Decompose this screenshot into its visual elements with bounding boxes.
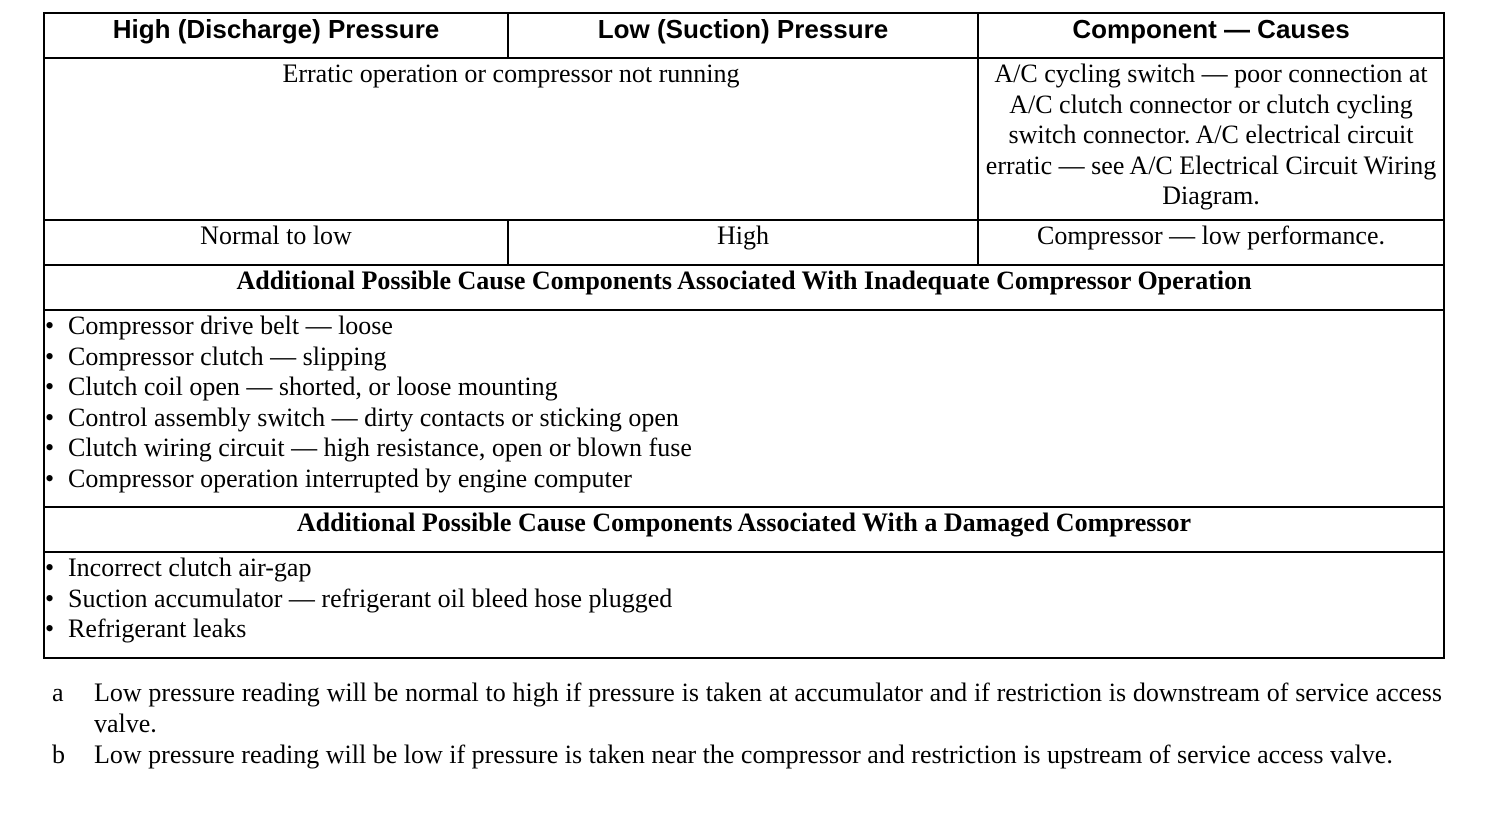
footnote-text: Low pressure reading will be low if pressure is taken near the compressor and restriction is upstream of service access valve. bbox=[94, 740, 1393, 769]
section-title-inadequate-operation: Additional Possible Cause Components Associated With Inadequate Compressor Operation bbox=[44, 265, 1444, 310]
list-item bbox=[45, 403, 1443, 434]
section-bullets-row bbox=[44, 552, 1444, 658]
list-item bbox=[45, 614, 1443, 645]
low-pressure-cell: High bbox=[508, 220, 978, 265]
footnotes bbox=[52, 677, 1442, 770]
bullet-glyph: • bbox=[45, 553, 55, 582]
merged-condition-cell: Erratic operation or compressor not running bbox=[44, 58, 978, 220]
list-item bbox=[45, 584, 1443, 615]
section-title-row bbox=[44, 507, 1444, 552]
footnote-a bbox=[52, 677, 1442, 739]
list-item-text: Suction accumulator — refrigerant oil bleed hose plugged bbox=[68, 583, 673, 613]
bullet-glyph: • bbox=[45, 433, 55, 463]
list-item-text: Compressor operation interrupted by engine computer bbox=[68, 463, 632, 493]
diagnosis-table bbox=[43, 12, 1445, 659]
bullet-glyph: • bbox=[45, 583, 55, 613]
list-item-text: Clutch wiring circuit — high resistance, open or blown fuse bbox=[68, 433, 692, 463]
list-item bbox=[45, 433, 1443, 464]
list-item-text: Refrigerant leaks bbox=[68, 614, 247, 644]
list-item bbox=[45, 311, 1443, 342]
bullet-glyph: • bbox=[45, 311, 55, 340]
bullet-glyph: • bbox=[45, 614, 55, 644]
section-title-damaged-compressor: Additional Possible Cause Components Associated With a Damaged Compressor bbox=[44, 507, 1444, 552]
high-pressure-cell: Normal to low bbox=[44, 220, 508, 265]
bullet-glyph: • bbox=[45, 341, 55, 371]
footnote-b bbox=[52, 739, 1442, 770]
list-item bbox=[45, 553, 1443, 584]
bullet-list-damaged-compressor bbox=[45, 553, 1443, 645]
header-high-pressure: High (Discharge) Pressure bbox=[44, 13, 508, 58]
list-item bbox=[45, 464, 1443, 495]
bullet-glyph: • bbox=[45, 463, 55, 493]
list-item-text: Compressor clutch — slipping bbox=[68, 341, 387, 371]
section-title-row bbox=[44, 265, 1444, 310]
table-row bbox=[44, 220, 1444, 265]
header-row bbox=[44, 13, 1444, 58]
list-item bbox=[45, 372, 1443, 403]
footnote-mark: a bbox=[52, 678, 64, 707]
causes-cell: A/C cycling switch — poor connection at A/C clutch connector or clutch cycling switch connector. A/C electrical circuit erratic — see A/C Electrical Circuit Wiring Diagram. bbox=[978, 58, 1444, 220]
list-item bbox=[45, 342, 1443, 373]
list-item-text: Compressor drive belt — loose bbox=[68, 311, 393, 340]
bullet-list-inadequate-operation bbox=[45, 311, 1443, 495]
list-item-text: Incorrect clutch air-gap bbox=[68, 553, 312, 582]
footnote-mark: b bbox=[52, 740, 65, 769]
section-bullets-row bbox=[44, 310, 1444, 507]
bullet-glyph: • bbox=[45, 402, 55, 432]
list-item-text: Control assembly switch — dirty contacts or sticking open bbox=[68, 402, 679, 432]
bullet-glyph: • bbox=[45, 372, 55, 402]
footnote-text: Low pressure reading will be normal to high if pressure is taken at accumulator and if restriction is downstream of service access valve. bbox=[94, 678, 1442, 738]
bullet-list-cell bbox=[44, 310, 1444, 507]
table-row bbox=[44, 58, 1444, 220]
causes-cell: Compressor — low performance. bbox=[978, 220, 1444, 265]
list-item-text: Clutch coil open — shorted, or loose mounting bbox=[68, 372, 558, 402]
header-low-pressure: Low (Suction) Pressure bbox=[508, 13, 978, 58]
header-component-causes: Component — Causes bbox=[978, 13, 1444, 58]
bullet-list-cell bbox=[44, 552, 1444, 658]
